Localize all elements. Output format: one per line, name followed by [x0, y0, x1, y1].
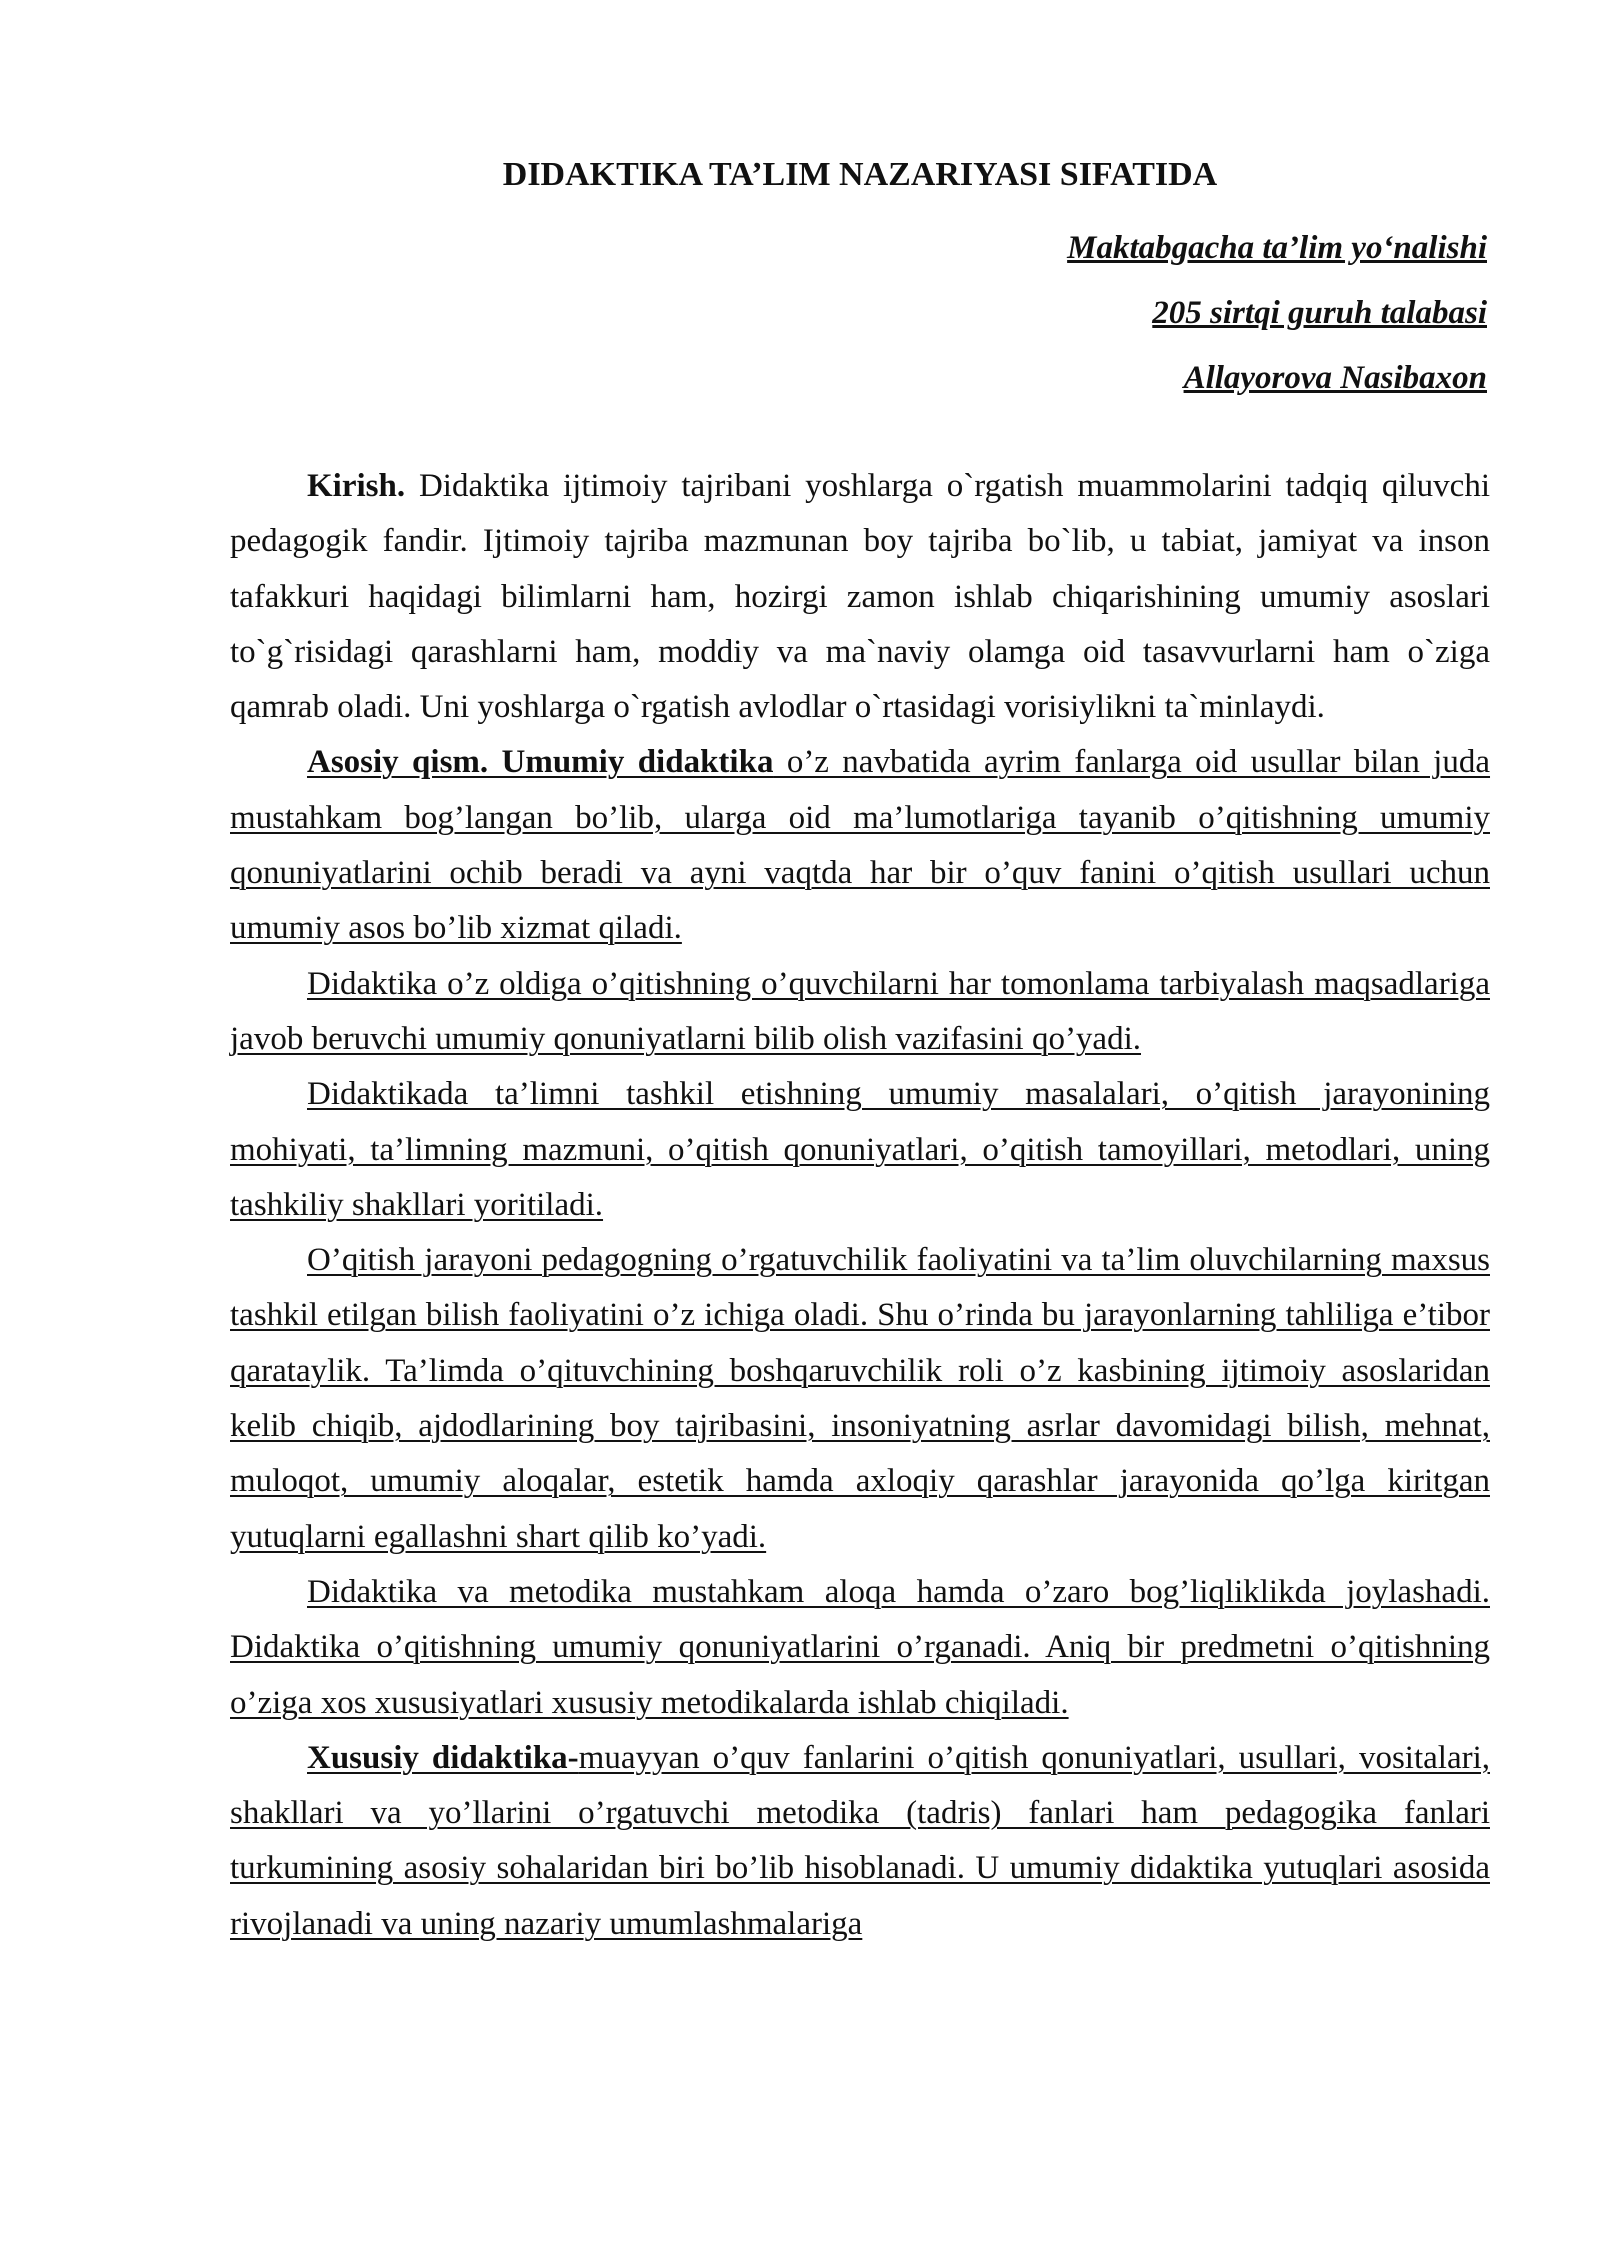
paragraph-lead-introduction: Kirish.: [307, 468, 406, 504]
author-info-name: Allayorova Nasibaxon: [1183, 360, 1487, 396]
document-body: [230, 459, 1490, 1952]
paragraph-private-didactics: [230, 1731, 1490, 1952]
paragraph-teaching-process: O’qitish jarayoni pedagogning o’rgatuvchilik faoliyatini va ta’lim oluvchilarning maxsus tashkil etilgan bilish faoliyatini o’z ichiga oladi. Shu o’rinda bu jarayonlarning tahliliga e’tibor qarataylik. Ta’limda o’qituvchining boshqaruvchilik roli o’z kasbining ijtimoiy asoslaridan kelib chiqib, ajdodlarining boy tajribasini, insoniyatning asrlar davomidagi bilish, mehnat, muloqot, umumiy aloqalar, estetik hamda axloqiy qarashlar jarayonida qo’lga kiritgan yutuqlarni egallashni shart qilib ko’yadi.: [230, 1242, 1490, 1555]
paragraph-text-main-part: o’z navbatida ayrim fanlarga oid usullar bilan juda mustahkam bog’langan bo’lib, ularga oid ma’lumotlariga tayanib o’qitishning umumiy qonuniyatlarini ochib beradi va ayni vaqtda har bir o’quv fanini o’qitish usullari uchun umumiy asos bo’lib xizmat qiladi.: [230, 744, 1491, 947]
paragraph-text-introduction: Didaktika ijtimoiy tajribani yoshlarga o`rgatish muammolarini tadqiq qiluvchi pedagogik fandir. Ijtimoiy tajriba mazmunan boy tajriba bo`lib, u tabiat, jamiyat va inson tafakkuri haqidagi bilimlarni ham, hozirgi zamon ishlab chiqarishining umumiy asoslari to`g`risidagi qarashlarni ham, moddiy va ma`naviy olamga oid tasavvurlarni ham o`ziga qamrab oladi. Uni yoshlarga o`rgatish avlodlar o`rtasidagi vorisiylikni ta`minlaydi.: [230, 468, 1490, 726]
document-title: DIDAKTIKA TA’LIM NAZARIYASI SIFATIDA: [502, 156, 1218, 193]
author-info: [587, 216, 1487, 411]
author-info-group: 205 sirtqi guruh talabasi: [1152, 295, 1487, 331]
paragraph-lead-private-didactics: Xususiy didaktika-: [307, 1739, 579, 1776]
paragraph-didactics-methodology: Didaktika va metodika mustahkam aloqa hamda o’zaro bog’liqliklikda joylashadi. Didaktika o’qitishning umumiy qonuniyatlarini o’rganadi. Aniq bir predmetni o’qitishning o’ziga xos xususiyatlari xususiy metodikalarda ishlab chiqiladi.: [230, 1573, 1490, 1721]
paragraph-didactics-goal: Didaktika o’z oldiga o’qitishning o’quvchilarni har tomonlama tarbiyalash maqsadlariga javob beruvchi umumiy qonuniyatlarni bilib olish vazifasini qo’yadi.: [230, 965, 1490, 1057]
paragraph-lead-main-part: Asosiy qism. Umumiy didaktika: [307, 744, 774, 781]
paragraph-introduction: [230, 459, 1490, 735]
paragraph-main-part: [230, 735, 1490, 956]
paragraph-text-private-didactics: muayyan o’quv fanlarini o’qitish qonuniyatlari, usullari, vositalari, shakllari va yo’llarini o’rgatuvchi metodika (tadris) fanlari ham pedagogika fanlari turkumining asosiy sohalaridan biri bo’lib hisoblanadi. U umumiy didaktika yutuqlari asosida rivojlanadi va uning nazariy umumlashmalariga: [230, 1739, 1490, 1942]
paragraph-didactics-topics: Didaktikada ta’limni tashkil etishning umumiy masalalari, o’qitish jarayonining mohiyati, ta’limning mazmuni, o’qitish qonuniyatlari, o’qitish tamoyillari, metodlari, uning tashkiliy shakllari yoritiladi.: [230, 1076, 1490, 1223]
author-info-direction: Maktabgacha ta’lim yo‘nalishi: [1067, 230, 1487, 266]
